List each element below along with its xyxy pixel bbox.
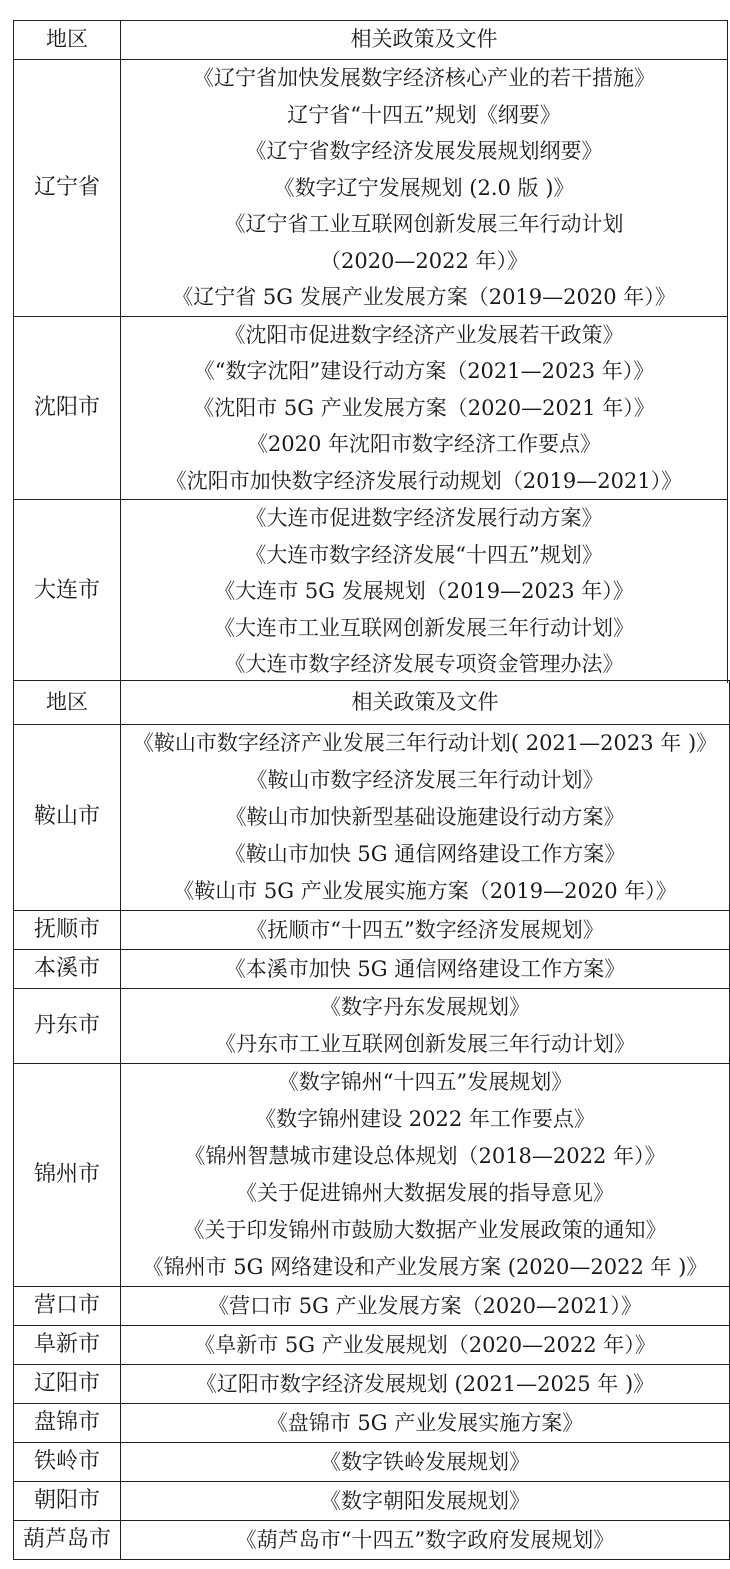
policy-document-title: 《辽宁省工业互联网创新发展三年行动计划	[224, 212, 624, 236]
table-row	[14, 316, 728, 500]
region-cell: 朝阳市	[14, 1482, 121, 1521]
table-row	[14, 1287, 730, 1326]
policy-document-title: 《沈阳市加快数字经济发展行动规划（2019—2021）》	[165, 468, 683, 493]
region-cell: 抚顺市	[14, 911, 121, 950]
policies-cell	[121, 1482, 730, 1521]
region-cell: 辽宁省	[14, 60, 121, 317]
policies-cell	[121, 1064, 730, 1287]
table-row	[14, 1404, 730, 1443]
table-row	[14, 1365, 730, 1404]
policy-document-title: 《锦州智慧城市建设总体规划（2018—2022 年）》	[184, 1144, 666, 1168]
policy-document-title: 《鞍山市数字经济产业发展三年行动计划( 2021—2023 年 )》	[132, 731, 718, 755]
policy-document-title: 《辽宁省 5G 发展产业发展方案（2019—2020 年）》	[172, 285, 676, 309]
policy-document-title: 《辽阳市数字经济发展规划 (2021—2025 年 )》	[195, 1371, 655, 1396]
policy-document-title: 辽宁省“十四五”规划《纲要》	[287, 102, 561, 127]
policy-document-title: 《葫芦岛市“十四五”数字政府发展规划》	[235, 1527, 615, 1552]
table-row	[14, 911, 730, 950]
policy-document-title: 《数字锦州建设 2022 年工作要点》	[255, 1107, 595, 1131]
region-cell: 丹东市	[14, 989, 121, 1064]
table-row	[14, 1064, 730, 1287]
policies-cell	[121, 1326, 730, 1365]
policy-document-title: 《数字锦州“十四五”发展规划》	[277, 1070, 573, 1094]
policies-cell	[121, 989, 730, 1064]
policy-document-title: 《鞍山市加快新型基础设施建设行动方案》	[225, 805, 625, 829]
policies-cell	[121, 1443, 730, 1482]
policy-document-title: 《鞍山市数字经济发展三年行动计划》	[246, 768, 604, 792]
policies-cell	[121, 950, 730, 989]
policies-cell	[121, 60, 728, 317]
table-header-row	[14, 681, 730, 725]
region-cell: 沈阳市	[14, 316, 121, 500]
region-cell: 本溪市	[14, 950, 121, 989]
table-row	[14, 500, 728, 683]
policy-document-title: 《关于印发锦州市鼓励大数据产业发展政策的通知》	[183, 1218, 667, 1242]
policies-cell	[121, 1365, 730, 1404]
header-region: 地区	[14, 21, 121, 60]
policies-cell	[121, 500, 728, 683]
policies-cell	[121, 911, 730, 950]
policy-document-title: 《大连市数字经济发展“十四五”规划》	[245, 542, 603, 567]
policy-document-title: 《大连市数字经济发展专项资金管理办法》	[224, 652, 624, 676]
policy-table-part-1	[13, 20, 728, 683]
policy-document-title: 《辽宁省数字经济发展发展规划纲要》	[245, 139, 603, 163]
policy-document-title: 《沈阳市促进数字经济产业发展若干政策》	[224, 322, 624, 347]
policy-document-title: 《盘锦市 5G 产业发展实施方案》	[266, 1410, 584, 1435]
policy-document-title: 《大连市 5G 发展规划（2019—2023 年）》	[214, 579, 634, 603]
policy-table-part-2	[13, 680, 730, 1560]
policy-document-title: 《“数字沈阳”建设行动方案（2021—2023 年）》	[193, 359, 655, 383]
region-cell: 阜新市	[14, 1326, 121, 1365]
table-row	[14, 1482, 730, 1521]
policies-cell	[121, 316, 728, 500]
policy-document-title: 《数字辽宁发展规划 (2.0 版 )》	[273, 175, 575, 200]
policy-document-title: 《营口市 5G 产业发展方案（2020—2021）》	[208, 1293, 642, 1318]
policy-document-title: 《本溪市加快 5G 通信网络建设工作方案》	[224, 956, 626, 981]
region-cell: 葫芦岛市	[14, 1521, 121, 1560]
policy-document-title: 《沈阳市 5G 产业发展方案（2020—2021 年）》	[193, 395, 655, 420]
table-row	[14, 950, 730, 989]
policy-document-title: 《阜新市 5G 产业发展规划（2020—2022 年）》	[194, 1332, 656, 1357]
region-cell: 大连市	[14, 500, 121, 683]
table-header-row	[14, 21, 728, 60]
policy-document-title: 《鞍山市加快 5G 通信网络建设工作方案》	[224, 842, 626, 866]
table-row	[14, 1443, 730, 1482]
region-cell: 营口市	[14, 1287, 121, 1326]
region-cell: 锦州市	[14, 1064, 121, 1287]
policies-cell	[121, 1404, 730, 1443]
region-cell: 鞍山市	[14, 725, 121, 911]
policy-document-title: 《大连市促进数字经济发展行动方案》	[245, 506, 603, 530]
policy-document-title: 《数字朝阳发展规划》	[320, 1488, 530, 1513]
policies-cell	[121, 1287, 730, 1326]
policy-document-title: 《鞍山市 5G 产业发展实施方案（2019—2020 年）》	[173, 879, 677, 903]
table-row	[14, 725, 730, 911]
table-row	[14, 60, 728, 317]
region-cell: 铁岭市	[14, 1443, 121, 1482]
policy-document-title: 《2020 年沈阳市数字经济工作要点》	[246, 432, 602, 456]
policy-document-title: 《抚顺市“十四五”数字经济发展规划》	[246, 917, 604, 942]
header-policies: 相关政策及文件	[121, 21, 728, 60]
table-row	[14, 1521, 730, 1560]
policies-cell	[121, 1521, 730, 1560]
policy-document-title: 《数字铁岭发展规划》	[320, 1449, 530, 1474]
policy-document-title: （2020—2022 年）》	[319, 248, 529, 273]
policy-document-title: 《锦州市 5G 网络建设和产业发展方案 (2020—2022 年 )》	[142, 1255, 708, 1279]
policy-document-title: 《数字丹东发展规划》	[320, 995, 530, 1019]
header-policies: 相关政策及文件	[121, 681, 730, 725]
region-cell: 辽阳市	[14, 1365, 121, 1404]
policy-document-title: 《关于促进锦州大数据发展的指导意见》	[236, 1181, 614, 1205]
policies-cell	[121, 725, 730, 911]
table-row	[14, 989, 730, 1064]
policy-document-title: 《辽宁省加快发展数字经济核心产业的若干措施》	[193, 66, 655, 90]
policy-document-title: 《丹东市工业互联网创新发展三年行动计划》	[215, 1032, 635, 1056]
policy-document-title: 《大连市工业互联网创新发展三年行动计划》	[214, 615, 634, 640]
region-cell: 盘锦市	[14, 1404, 121, 1443]
header-region: 地区	[14, 681, 121, 725]
table-row	[14, 1326, 730, 1365]
